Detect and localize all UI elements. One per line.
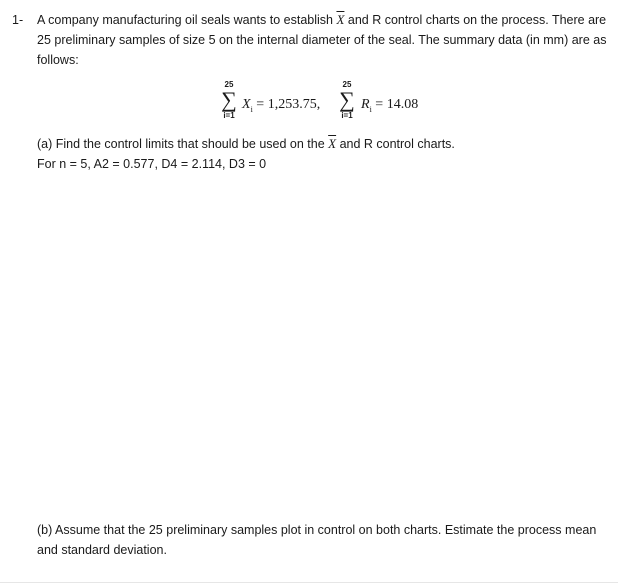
sum-ri-value: = 14.08 — [371, 97, 419, 112]
part-a-question — [37, 134, 455, 154]
problem-statement — [37, 10, 607, 70]
summation-ri — [336, 80, 358, 120]
xbar-symbol: $\overline{X}$ — [328, 136, 337, 151]
part-b-question: (b) Assume that the 25 preliminary samples plot in control on both charts. Estimate the process mean and standard deviation. — [37, 523, 597, 557]
sum-lower-limit: i=1 — [341, 111, 353, 120]
xbar-symbol: $\overline{X}$ — [336, 12, 345, 27]
part-a-text-1: (a) Find the control limits that should be used on the — [37, 137, 329, 151]
sigma-symbol: ∑ — [221, 87, 237, 112]
sum-lower-limit: i=1 — [223, 111, 235, 120]
summation-xi — [218, 80, 240, 120]
xi-variable: X — [242, 97, 251, 112]
xi-subscript: i — [250, 104, 253, 114]
ri-variable: R — [361, 97, 370, 112]
sum-upper-limit: 25 — [342, 80, 352, 89]
intro-text-2: and R control charts on the process. There are 25 preliminary samples of size 5 on the internal diameter of the seal. The summary data (in mm) are as follows: — [37, 13, 607, 67]
sum-ri-term — [361, 97, 418, 114]
problem-number: 1- — [12, 13, 24, 27]
summary-formula — [218, 80, 518, 136]
sum-xi-term — [242, 97, 320, 114]
sum-upper-limit: 25 — [224, 80, 234, 89]
sum-xi-value: = 1,253.75, — [252, 97, 321, 112]
part-a-text-2: and R control charts. — [336, 137, 455, 151]
sigma-symbol: ∑ — [339, 87, 355, 112]
intro-text-1: A company manufacturing oil seals wants to establish — [37, 13, 337, 27]
given-constants: For n = 5, A2 = 0.577, D4 = 2.114, D3 = 0 — [37, 157, 267, 171]
ri-subscript: i — [369, 104, 372, 114]
page-divider — [0, 582, 618, 583]
